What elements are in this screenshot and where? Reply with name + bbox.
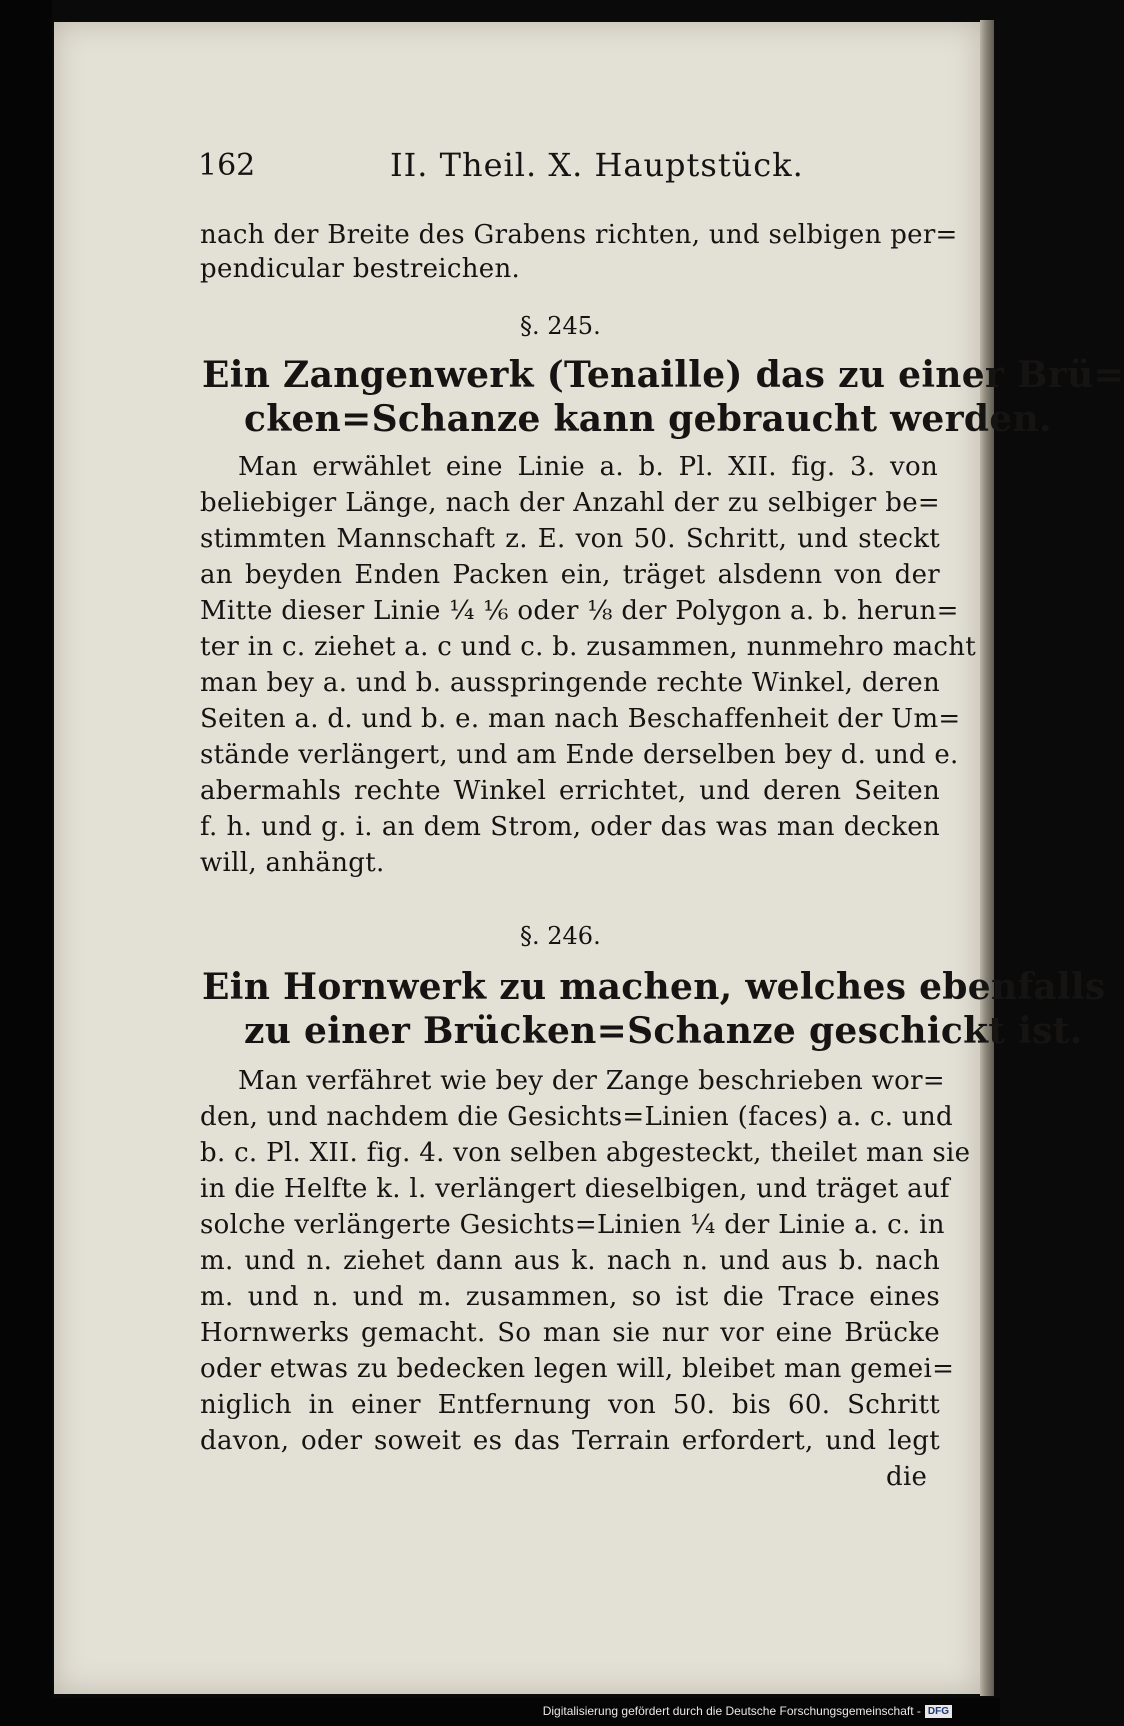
section-heading-246: Ein Hornwerk zu machen, welches ebenfalls <box>202 966 1106 1008</box>
body-line: m. und n. und m. zusammen, so ist die Trace eines <box>200 1282 940 1312</box>
body-line: in die Helfte k. l. verlängert dieselbigen, und träget auf <box>200 1174 950 1204</box>
body-line: Man verfähret wie bey der Zange beschrieben wor= <box>238 1066 945 1096</box>
body-line: b. c. Pl. XII. fig. 4. von selben abgesteckt, theilet man sie <box>200 1138 971 1168</box>
body-line: stände verlängert, und am Ende derselben bey d. und e. <box>200 740 959 770</box>
body-line: stimmten Mannschaft z. E. von 50. Schritt, und steckt <box>200 524 940 554</box>
body-line: solche verlängerte Gesichts=Linien ¼ der Linie a. c. in <box>200 1210 945 1240</box>
body-line: will, anhängt. <box>200 848 385 878</box>
body-line: ter in c. ziehet a. c und c. b. zusammen, nunmehro macht <box>200 632 977 662</box>
running-head: II. Theil. X. Hauptstück. <box>390 146 804 184</box>
page-number: 162 <box>198 148 256 183</box>
section-number-245: §. 245. <box>520 312 601 340</box>
body-line: beliebiger Länge, nach der Anzahl der zu selbiger be= <box>200 488 940 518</box>
intro-line: pendicular bestreichen. <box>200 254 521 284</box>
section-number-246: §. 246. <box>520 922 601 950</box>
section-heading-246: zu einer Brücken=Schanze geschickt ist. <box>244 1010 1083 1052</box>
body-line: m. und n. ziehet dann aus k. nach n. und aus b. nach <box>200 1246 940 1276</box>
scan-left-margin <box>0 0 52 1726</box>
body-line: an beyden Enden Packen ein, träget alsdenn von der <box>200 560 940 590</box>
body-line: man bey a. und b. ausspringende rechte Winkel, deren <box>200 668 940 698</box>
body-line: Mitte dieser Linie ¼ ⅙ oder ⅛ der Polygon a. b. herun= <box>200 596 959 626</box>
body-line: oder etwas zu bedecken legen will, bleibet man gemei= <box>200 1354 955 1384</box>
body-line: abermahls rechte Winkel errichtet, und deren Seiten <box>200 776 940 806</box>
body-line: Seiten a. d. und b. e. man nach Beschaffenheit der Um= <box>200 704 961 734</box>
section-heading-245: Ein Zangenwerk (Tenaille) das zu einer Brü= <box>202 354 1124 396</box>
body-line: davon, oder soweit es das Terrain erfordert, und legt <box>200 1426 940 1456</box>
page-edge <box>980 20 994 1696</box>
section-heading-245: cken=Schanze kann gebraucht werden. <box>244 398 1052 440</box>
catchword: die <box>886 1462 928 1492</box>
footer-credit <box>543 1704 952 1718</box>
intro-line: nach der Breite des Grabens richten, und selbigen per= <box>200 220 958 250</box>
dfg-logo: DFG <box>925 1705 952 1718</box>
body-line: f. h. und g. i. an dem Strom, oder das was man decken <box>200 812 940 842</box>
footer-credit-text: Digitalisierung gefördert durch die Deutsche Forschungsgemeinschaft - <box>542 1704 921 1718</box>
body-line: Man erwählet eine Linie a. b. Pl. XII. fig. 3. von <box>238 452 938 482</box>
body-line: den, und nachdem die Gesichts=Linien (faces) a. c. und <box>200 1102 953 1132</box>
body-line: Hornwerks gemacht. So man sie nur vor eine Brücke <box>200 1318 940 1348</box>
body-line: niglich in einer Entfernung von 50. bis 60. Schritt <box>200 1390 940 1420</box>
